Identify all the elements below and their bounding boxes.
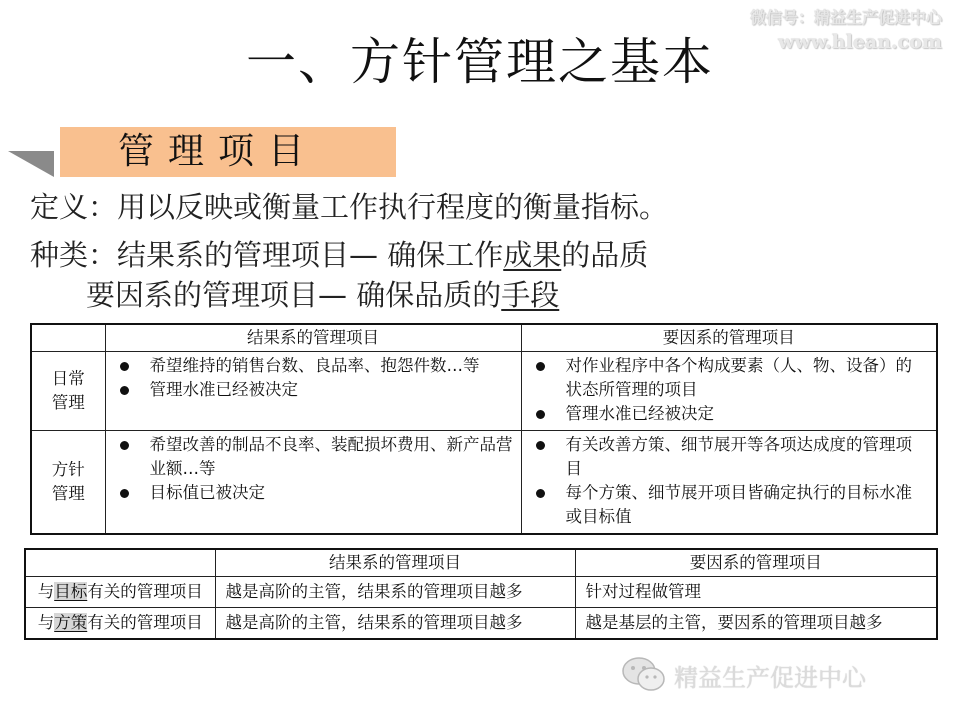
kinds-line2-dash: — (318, 278, 348, 312)
watermark-bottom (620, 655, 866, 695)
row-label (25, 608, 215, 640)
kinds-line-2 (86, 273, 559, 314)
table-header-cell: 结果系的管理项目 (105, 324, 521, 352)
kinds-line1-prefix: 种类：结果系的管理项目 (30, 238, 350, 272)
table-header-row (31, 324, 937, 352)
bullet-item: 对作业程序中各个构成要素（人、物、设备）的状态所管理的项目 (530, 354, 929, 402)
row-label (31, 431, 105, 535)
table-cell: 针对过程做管理 (575, 577, 937, 608)
table-header-cell: 要因系的管理项目 (575, 549, 937, 577)
kinds-line2-prefix: 要因系的管理项目 (86, 278, 319, 312)
row-label-pre: 与 (37, 582, 55, 601)
table-header-row (25, 549, 937, 577)
row-label (31, 352, 105, 431)
table-cell: 越是高阶的主管，结果系的管理项目越多 (215, 577, 575, 608)
kinds-line2-underlined: 手段 (501, 278, 560, 312)
kinds-line-1 (30, 233, 648, 274)
row-label-post: 有关的管理项目 (87, 582, 203, 601)
kinds-line1-suffix: 的品质 (561, 238, 649, 272)
table-row (31, 352, 937, 431)
table-header-cell: 要因系的管理项目 (521, 324, 937, 352)
table-row (31, 431, 937, 535)
table-header-cell: 结果系的管理项目 (215, 549, 575, 577)
row-label (25, 577, 215, 608)
bullet-item: 每个方策、细节展开项目皆确定执行的目标水准或目标值 (530, 481, 929, 529)
table-cell (105, 352, 521, 431)
row-label-highlight: 目标 (54, 582, 88, 601)
page-title: 一、方针管理之基本 (246, 33, 714, 91)
row-label-post: 有关的管理项目 (87, 613, 203, 632)
bullet-item: 目标值已被决定 (114, 481, 513, 505)
definition-line: 定义：用以反映或衡量工作执行程度的衡量指标。 (30, 190, 669, 224)
kinds-line2-mid: 确保品质的 (347, 278, 502, 312)
management-items-table (30, 323, 938, 535)
kinds-line1-underlined: 成果 (503, 238, 562, 272)
bullet-item: 管理水准已经被决定 (530, 402, 929, 426)
watermark-bottom-text: 精益生产促进中心 (674, 663, 866, 692)
row-label-text: 方针管理 (51, 460, 85, 503)
table-cell: 越是基层的主管，要因系的管理项目越多 (575, 608, 937, 640)
table-cell (105, 431, 521, 535)
table-row (25, 577, 937, 608)
watermark-wechat-id: 微信号：精益生产促进中心 (749, 8, 942, 27)
wechat-icon (620, 655, 668, 695)
row-label-text: 日常管理 (51, 369, 85, 412)
row-label-highlight: 方策 (54, 613, 88, 632)
watermark-url: www.hlean.com (778, 31, 942, 53)
triangle-arrow-icon (8, 151, 54, 177)
kinds-line1-dash: — (349, 238, 379, 272)
table-cell (521, 352, 937, 431)
bullet-item: 管理水准已经被决定 (114, 378, 513, 402)
table-cell: 越是高阶的主管，结果系的管理项目越多 (215, 608, 575, 640)
table-row (25, 608, 937, 640)
section-tag: 管理项目 (60, 127, 396, 177)
kinds-line1-mid: 确保工作 (378, 238, 504, 272)
level-comparison-table (24, 548, 938, 640)
bullet-item: 有关改善方策、细节展开等各项达成度的管理项目 (530, 433, 929, 481)
table-header-cell (25, 549, 215, 577)
table-cell (521, 431, 937, 535)
row-label-pre: 与 (37, 613, 55, 632)
bullet-item: 希望改善的制品不良率、装配损坏费用、新产品营业额…等 (114, 433, 513, 481)
bullet-item: 希望维持的销售台数、良品率、抱怨件数…等 (114, 354, 513, 378)
table-header-cell (31, 324, 105, 352)
